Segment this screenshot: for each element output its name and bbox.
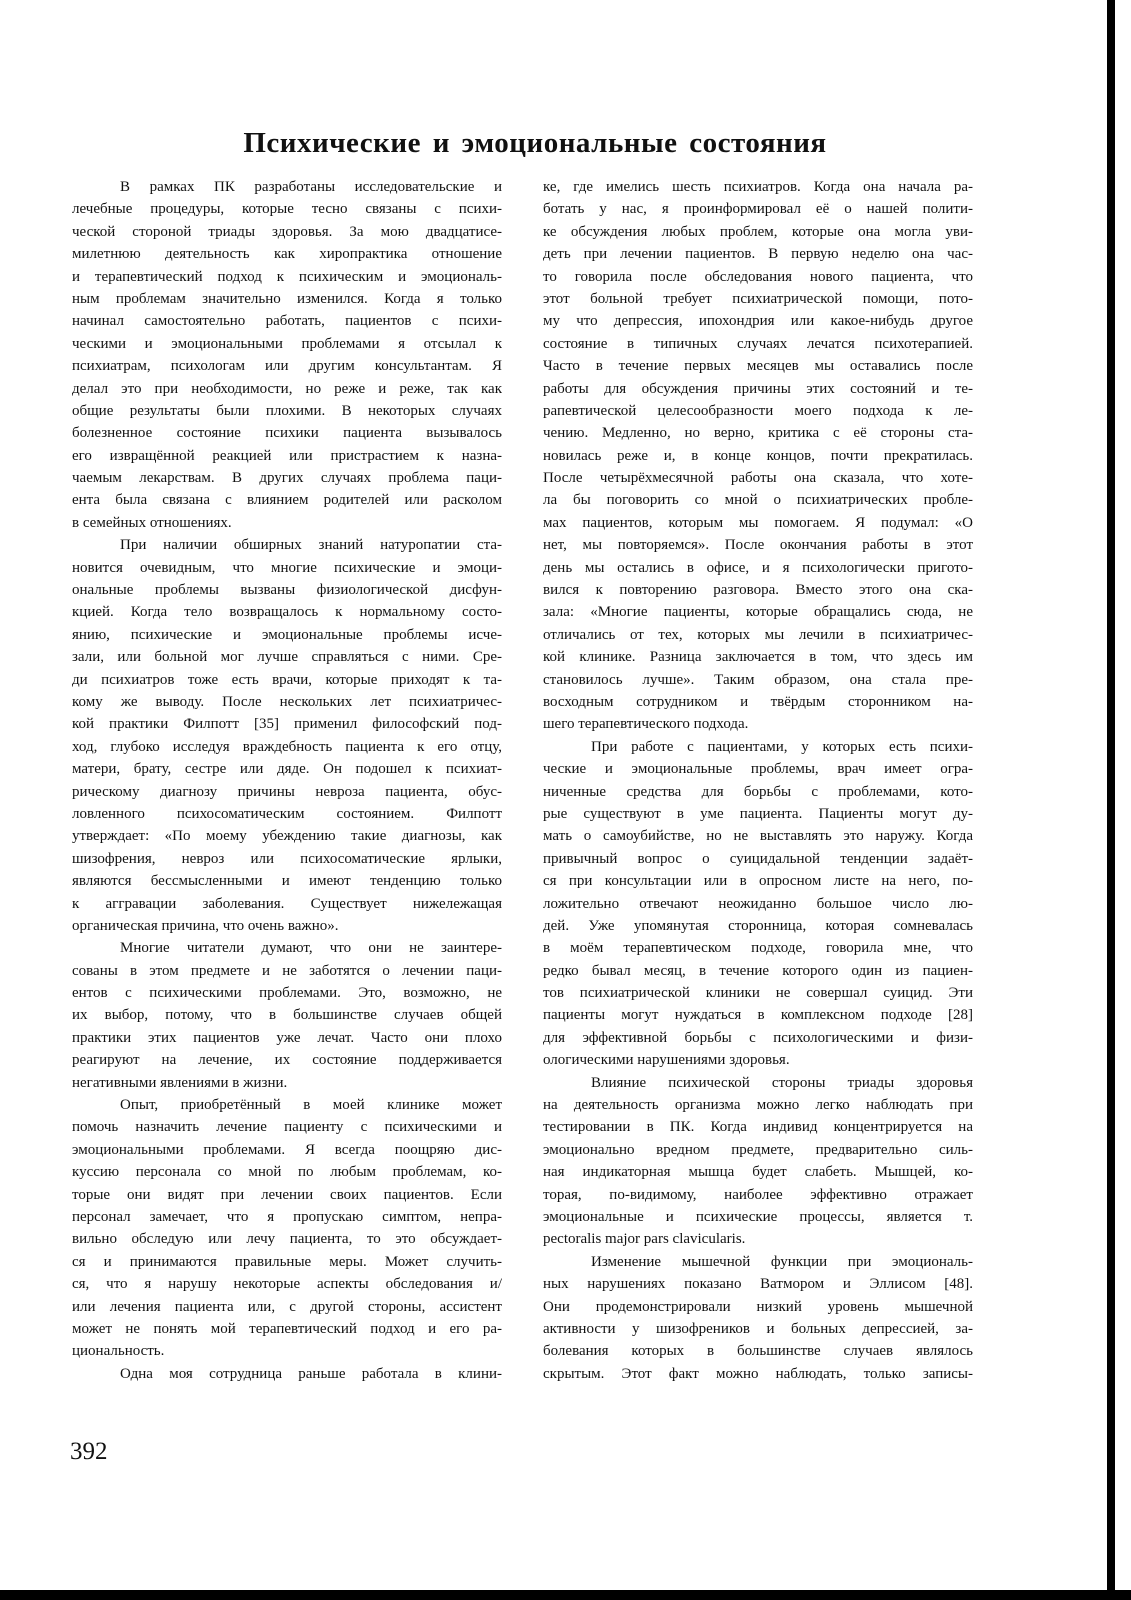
text-line: то говорила после обследования нового пациента, что (543, 268, 973, 285)
text-line: ологическими нарушениями здоровья. (543, 1052, 790, 1069)
text-line: ным проблемам значительно изменился. Когда я только (72, 290, 502, 307)
text-line: рапевтической целесообразности моего подхода к ле- (543, 402, 973, 419)
text-line: негативными явлениями в жизни. (72, 1074, 288, 1091)
text-line: в семейных отношениях. (72, 514, 232, 531)
text-line: шизофрения, невроз или психосоматические ярлыки, (72, 850, 502, 867)
text-line: являются бессмысленными и имеют тенденцию только (72, 873, 502, 890)
text-line: деть при лечении пациентов. В первую неделю она час- (543, 246, 973, 263)
text-line: вильно обследую или лечу пациента, то это обсуждает- (72, 1231, 502, 1248)
text-line: к аггравации заболевания. Существует нижележащая (72, 895, 502, 912)
text-line: утверждает: «По моему убеждению такие диагнозы, как (72, 828, 502, 845)
text-line: эмоциональными проблемами. Я всегда поощряю дис- (72, 1141, 502, 1158)
text-line: куссию персонала со мной по любым проблемам, ко- (72, 1164, 502, 1181)
text-line: ке, где имелись шесть психиатров. Когда она начала ра- (543, 179, 973, 195)
text-line: новилась реже и, в конце концов, почти прекратилась. (543, 447, 973, 464)
text-line: зали, или больной мог лучше справляться с ними. Сре- (72, 649, 502, 666)
text-line: ке обсуждения любых проблем, которые она могла уви- (543, 223, 973, 240)
text-line: В рамках ПК разработаны исследовательские и (120, 179, 502, 195)
text-line: их выбор, потому, что в большинстве случаев общей (72, 1007, 502, 1024)
text-line: Влияние психической стороны триады здоровья (591, 1074, 973, 1091)
text-line: вился к повторению разговора. Вместо этого она ска- (543, 582, 973, 599)
text-line: ла бы поговорить со мной о психиатрических пробле- (543, 492, 973, 509)
text-line: его извращённой реакцией или пристрастием к назна- (72, 447, 502, 464)
text-line: реагируют на лечение, их состояние поддерживается (72, 1052, 502, 1069)
text-line: Изменение мышечной функции при эмоциональ- (591, 1253, 973, 1270)
text-line: Часто в течение первых месяцев мы оставались после (543, 358, 973, 375)
text-line: эмоционально вредном предмете, предварительно силь- (543, 1141, 973, 1158)
text-line: Опыт, приобретённый в моей клинике может (120, 1097, 502, 1114)
text-line: ход, глубоко исследуя враждебность пациента к его отцу, (72, 738, 502, 755)
text-line: эмоциональные и психические процессы, является т. (543, 1208, 973, 1225)
right-column (543, 176, 973, 1385)
text-line: ниченные средства для борьбы с проблемами, кото- (543, 783, 973, 800)
page-edge-bottom (0, 1590, 1131, 1600)
text-line: ных нарушениях показано Ватмором и Эллисом [48]. (543, 1276, 973, 1293)
text-line: После четырёхмесячной работы она сказала, что хоте- (543, 470, 973, 487)
text-line: день мы остались в офисе, и я психологически пригото- (543, 559, 973, 576)
text-line: персонал замечает, что я пропускаю симптом, непра- (72, 1208, 502, 1225)
text-line: психиатрам, психологам или другим консультантам. Я (72, 358, 502, 375)
text-line: работы для обсуждения причины этих состояний и те- (543, 380, 973, 397)
text-line: ная индикаторная мышца будет слабеть. Мышцей, ко- (543, 1164, 973, 1181)
text-line: для эффективной борьбы с психологическими и физи- (543, 1029, 973, 1046)
text-line: кцией. Когда тело возвращалось к нормальному состо- (72, 604, 502, 621)
text-line: новится очевидным, что многие психические и эмоци- (72, 559, 502, 576)
text-line: ся и принимаются правильные меры. Может случить- (72, 1253, 502, 1270)
text-line: болевания которых в большинстве случаев являлось (543, 1343, 973, 1360)
text-line: При работе с пациентами, у которых есть психи- (591, 738, 973, 755)
text-line: ческими и эмоциональными проблемами я отсылал к (72, 335, 502, 352)
text-line: ловленного психосоматическим состоянием. Филпотт (72, 805, 502, 822)
text-line: общие результаты были плохими. В некоторых случаях (72, 402, 502, 419)
text-line: ентов с психическими проблемами. Это, возможно, не (72, 985, 502, 1002)
text-line: помочь назначить лечение пациенту с психическими и (72, 1119, 502, 1136)
text-line: кой клинике. Разница заключается в том, что здесь им (543, 649, 973, 666)
text-line: матери, брату, сестре или дяде. Он подошел к психиат- (72, 761, 502, 778)
text-line: дей. Уже упомянутая сторонница, которая сомневалась (543, 917, 973, 934)
text-line: сованы в этом предмете и не заботятся о лечении паци- (72, 962, 502, 979)
text-line: редко бывал месяц, в течение которого один из пациен- (543, 962, 973, 979)
text-line: pectoralis major pars clavicularis. (543, 1231, 746, 1248)
text-line: скрытым. Этот факт можно наблюдать, только записы- (543, 1365, 973, 1382)
text-line: кому же выводу. После нескольких лет психиатричес- (72, 693, 502, 710)
text-line: зала: «Многие пациенты, которые обращались сюда, не (543, 604, 973, 621)
text-line: ческой стороной триады здоровья. За мою двадцатисе- (72, 223, 502, 240)
text-line: торые они видят при лечении своих пациентов. Если (72, 1186, 502, 1203)
text-line: пациенты могут нуждаться в комплексном подходе [28] (543, 1007, 973, 1024)
page-number: 392 (70, 1438, 108, 1465)
text-line: отличались от тех, которых мы лечили в психиатричес- (543, 626, 973, 643)
text-line: или лечения пациента или, с другой стороны, ассистент (72, 1298, 502, 1315)
text-line: чаемым лекарствам. В других случаях проблема паци- (72, 470, 502, 487)
text-line: ложительно отвечают неожиданно большое число лю- (543, 895, 973, 912)
text-line: ональные проблемы вызваны физиологической дисфун- (72, 582, 502, 599)
text-line: янию, психические и эмоциональные проблемы исче- (72, 626, 502, 643)
text-line: лечебные процедуры, которые тесно связаны с психи- (72, 201, 502, 218)
text-line: ботать у нас, я проинформировал её о нашей полити- (543, 201, 973, 218)
text-line: шего терапевтического подхода. (543, 716, 749, 733)
text-line: и терапевтический подход к психическим и эмоциональ- (72, 268, 502, 285)
text-line: состояние в типичных случаях лечатся психотерапией. (543, 335, 973, 352)
text-line: может не понять мой терапевтический подход и его ра- (72, 1320, 502, 1337)
text-line: мах пациентов, которым мы помогаем. Я подумал: «О (543, 514, 973, 531)
text-line: му что депрессия, ипохондрия или какое-нибудь другое (543, 313, 973, 330)
text-line: Многие читатели думают, что они не заинтере- (120, 940, 502, 957)
text-line: органическая причина, что очень важно». (72, 917, 339, 934)
text-line: восходным сотрудником и твёрдым сторонником на- (543, 693, 973, 710)
text-line: рическому диагнозу причины невроза пациента, обус- (72, 783, 502, 800)
text-line: делал это при необходимости, но реже и реже, так как (72, 380, 502, 397)
text-line: активности у шизофреников и больных депрессией, за- (543, 1320, 973, 1337)
text-line: торая, по-видимому, наиболее эффективно отражает (543, 1186, 973, 1203)
text-line: милетнюю деятельность как хиропрактика отношение (72, 246, 502, 263)
text-line: Одна моя сотрудница раньше работала в клини- (120, 1365, 502, 1382)
text-line: кой практики Филпотт [35] применил философский под- (72, 716, 502, 733)
text-line: этот больной требует психиатрической помощи, пото- (543, 290, 973, 307)
text-line: циональность. (72, 1343, 165, 1360)
left-column (72, 176, 502, 1385)
text-line: практики этих пациентов уже лечат. Часто они плохо (72, 1029, 502, 1046)
text-line: в моём терапевтическом подходе, говорила мне, что (543, 940, 973, 957)
page-edge-right (1107, 0, 1115, 1600)
text-line: болезненное состояние психики пациента вызывалось (72, 425, 502, 442)
text-line: мать о самоубийстве, но не выставлять это наружу. Когда (543, 828, 973, 845)
text-line: тов психиатрической клиники не совершал суицид. Эти (543, 985, 973, 1002)
text-line: нет, мы повторяемся». После окончания работы в этот (543, 537, 973, 554)
text-line: тестировании в ПК. Когда индивид концентрируется на (543, 1119, 973, 1136)
text-line: ся, что я нарушу некоторые аспекты обследования и/ (72, 1276, 502, 1293)
text-line: рые существуют в уме пациента. Пациенты могут ду- (543, 805, 973, 822)
text-line: чению. Медленно, но верно, критика с её стороны ста- (543, 425, 973, 442)
page-title: Психические и эмоциональные состояния (243, 127, 827, 160)
text-line: становилось лучше». Таким образом, она стала пре- (543, 671, 973, 688)
text-line: ди психиатров тоже есть врачи, которые приходят к та- (72, 671, 502, 688)
text-line: привычный вопрос о суицидальной тенденции задаёт- (543, 850, 973, 867)
text-line: ческие и эмоциональные проблемы, врач имеет огра- (543, 761, 973, 778)
text-line: Они продемонстрировали низкий уровень мышечной (543, 1298, 973, 1315)
text-line: ся при консультации или в опросном листе на него, по- (543, 873, 973, 890)
text-line: на деятельность организма можно легко наблюдать при (543, 1097, 973, 1114)
text-line: При наличии обширных знаний натуропатии ста- (120, 537, 502, 554)
text-line: ента была связана с влиянием родителей или расколом (72, 492, 502, 509)
text-line: начинал самостоятельно работать, пациентов с психи- (72, 313, 502, 330)
